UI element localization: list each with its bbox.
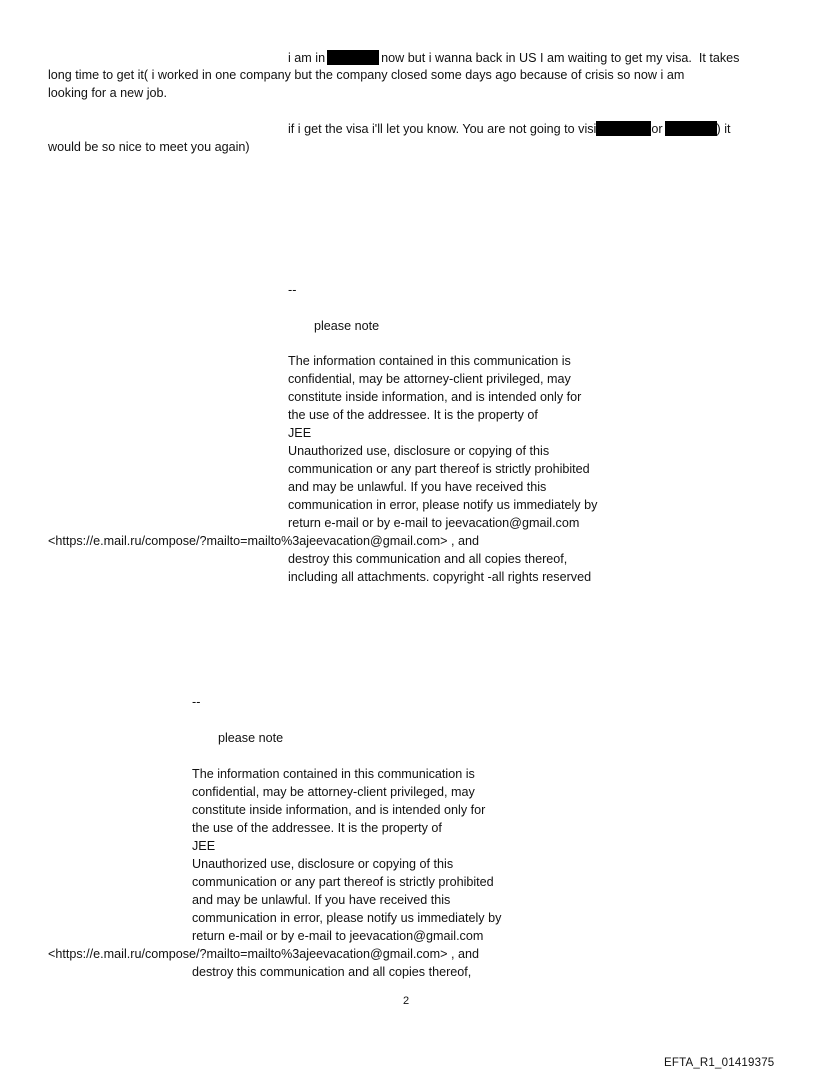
disclaimer-line: communication in error, please notify us immediately by: [192, 911, 502, 925]
message-line-4-mid: or: [651, 122, 663, 136]
disclaimer-line: The information contained in this communication is: [192, 767, 475, 781]
message-line-2: long time to get it( i worked in one company but the company closed some days ago because of crisis so now i am: [48, 68, 685, 82]
disclaimer-line: confidential, may be attorney-client privileged, may: [192, 785, 475, 799]
document-id: EFTA_R1_01419375: [664, 1057, 775, 1069]
disclaimer-line: communication or any part thereof is strictly prohibited: [192, 875, 494, 889]
disclaimer-line: communication in error, please notify us immediately by: [288, 498, 598, 512]
please-note-heading: please note: [218, 731, 284, 745]
redaction-box: [596, 121, 651, 136]
signature-separator: --: [192, 695, 201, 709]
disclaimer-line: the use of the addressee. It is the property of: [192, 821, 442, 835]
redaction-box: [665, 121, 717, 136]
mailto-link[interactable]: <https://e.mail.ru/compose/?mailto=mailto%3ajeevacation@gmail.com> , and: [48, 947, 480, 961]
disclaimer-line: and may be unlawful. If you have received this: [192, 893, 451, 907]
disclaimer-line: destroy this communication and all copies thereof,: [192, 965, 472, 979]
disclaimer-line: constitute inside information, and is intended only for: [288, 390, 582, 404]
disclaimer-line: constitute inside information, and is intended only for: [192, 803, 486, 817]
disclaimer-line: JEE: [288, 426, 312, 440]
disclaimer-line: the use of the addressee. It is the property of: [288, 408, 538, 422]
message-line-1-end: now but i wanna back in US I am waiting to get my visa. It takes: [381, 51, 740, 65]
disclaimer-line: communication or any part thereof is strictly prohibited: [288, 462, 590, 476]
disclaimer-line: Unauthorized use, disclosure or copying of this: [288, 444, 550, 458]
disclaimer-line: including all attachments. copyright -all rights reserved: [288, 570, 592, 584]
signature-separator: --: [288, 283, 297, 297]
message-line-1: [288, 50, 739, 66]
message-line-4-end: ) it: [716, 122, 731, 136]
disclaimer-line: and may be unlawful. If you have received this: [288, 480, 547, 494]
redaction-box: [327, 50, 379, 65]
message-line-3: looking for a new job.: [48, 86, 168, 100]
please-note-heading: please note: [314, 319, 380, 333]
page-number: 2: [403, 995, 410, 1007]
message-line-4-start: if i get the visa i'll let you know. You are not going to visi: [288, 122, 597, 136]
disclaimer-line: JEE: [192, 839, 216, 853]
disclaimer-line: confidential, may be attorney-client privileged, may: [288, 372, 571, 386]
disclaimer-line: destroy this communication and all copies thereof,: [288, 552, 568, 566]
disclaimer-line: Unauthorized use, disclosure or copying of this: [192, 857, 454, 871]
disclaimer-line: return e-mail or by e-mail to jeevacation@gmail.com: [192, 929, 484, 943]
disclaimer-line: return e-mail or by e-mail to jeevacation@gmail.com: [288, 516, 580, 530]
message-line-4: [288, 121, 731, 137]
mailto-link[interactable]: <https://e.mail.ru/compose/?mailto=mailto%3ajeevacation@gmail.com> , and: [48, 534, 480, 548]
message-line-5: would be so nice to meet you again): [48, 140, 250, 154]
message-line-1-start: i am in: [288, 51, 326, 65]
disclaimer-line: The information contained in this communication is: [288, 354, 571, 368]
